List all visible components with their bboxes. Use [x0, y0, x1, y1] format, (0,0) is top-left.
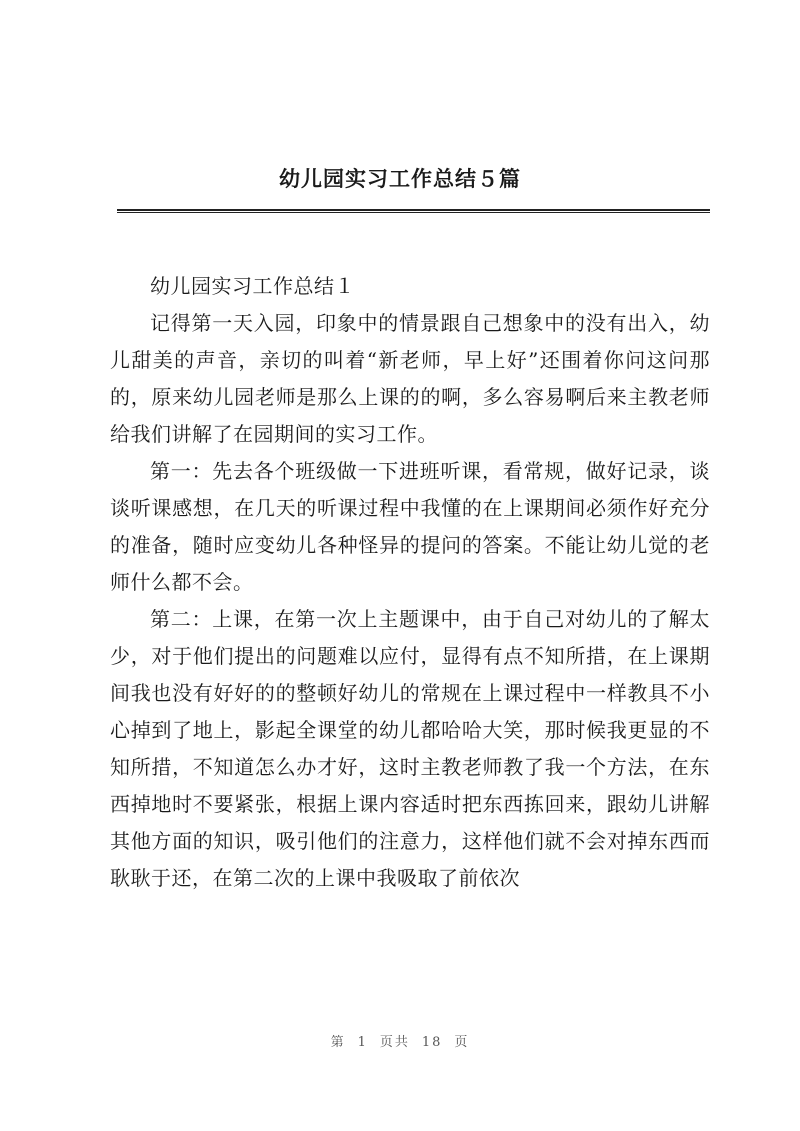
title-underline-divider — [117, 209, 710, 213]
body-paragraph-1: 记得第一天入园，印象中的情景跟自己想象中的没有出入，幼儿甜美的声音，亲切的叫着“新老师，早上好”还围着你问这问那的，原来幼儿园老师是那么上课的的啊，多么容易啊后来主教老师给我们讲解了在园期间的实习工作。 — [110, 311, 710, 446]
footer-prefix: 第 — [330, 1035, 346, 1050]
document-body — [110, 268, 710, 897]
footer-mid: 页共 — [379, 1035, 410, 1050]
section-heading: 幼儿园实习工作总结１ — [150, 274, 355, 298]
footer-suffix: 页 — [454, 1035, 470, 1050]
body-paragraph-2: 第一：先去各个班级做一下进班听课，看常规，做好记录，谈谈听课感想，在几天的听课过程中我懂的在上课期间必须作好充分的准备，随时应变幼儿各种怪异的提问的答案。不能让幼儿觉的老师什么都不会。 — [110, 459, 710, 594]
page-footer — [0, 1031, 800, 1050]
body-paragraph-3: 第二：上课，在第一次上主题课中，由于自己对幼儿的了解太少，对于他们提出的问题难以应付，显得有点不知所措，在上课期间我也没有好好的的整顿好幼儿的常规在上课过程中一样教具不小心掉到了地上，影起全课堂的幼儿都哈哈大笑，那时候我更显的不知所措，不知道怎么办才好，这时主教老师教了我一个方法，在东西掉地时不要紧张，根据上课内容适时把东西拣回来，跟幼儿讲解其他方面的知识，吸引他们的注意力，这样他们就不会对掉东西而耿耿于还，在第二次的上课中我吸取了前依次 — [110, 607, 710, 890]
footer-total-pages: 18 — [421, 1035, 443, 1050]
footer-page-number: 1 — [357, 1035, 368, 1050]
document-title: 幼儿园实习工作总结５篇 — [279, 166, 521, 191]
